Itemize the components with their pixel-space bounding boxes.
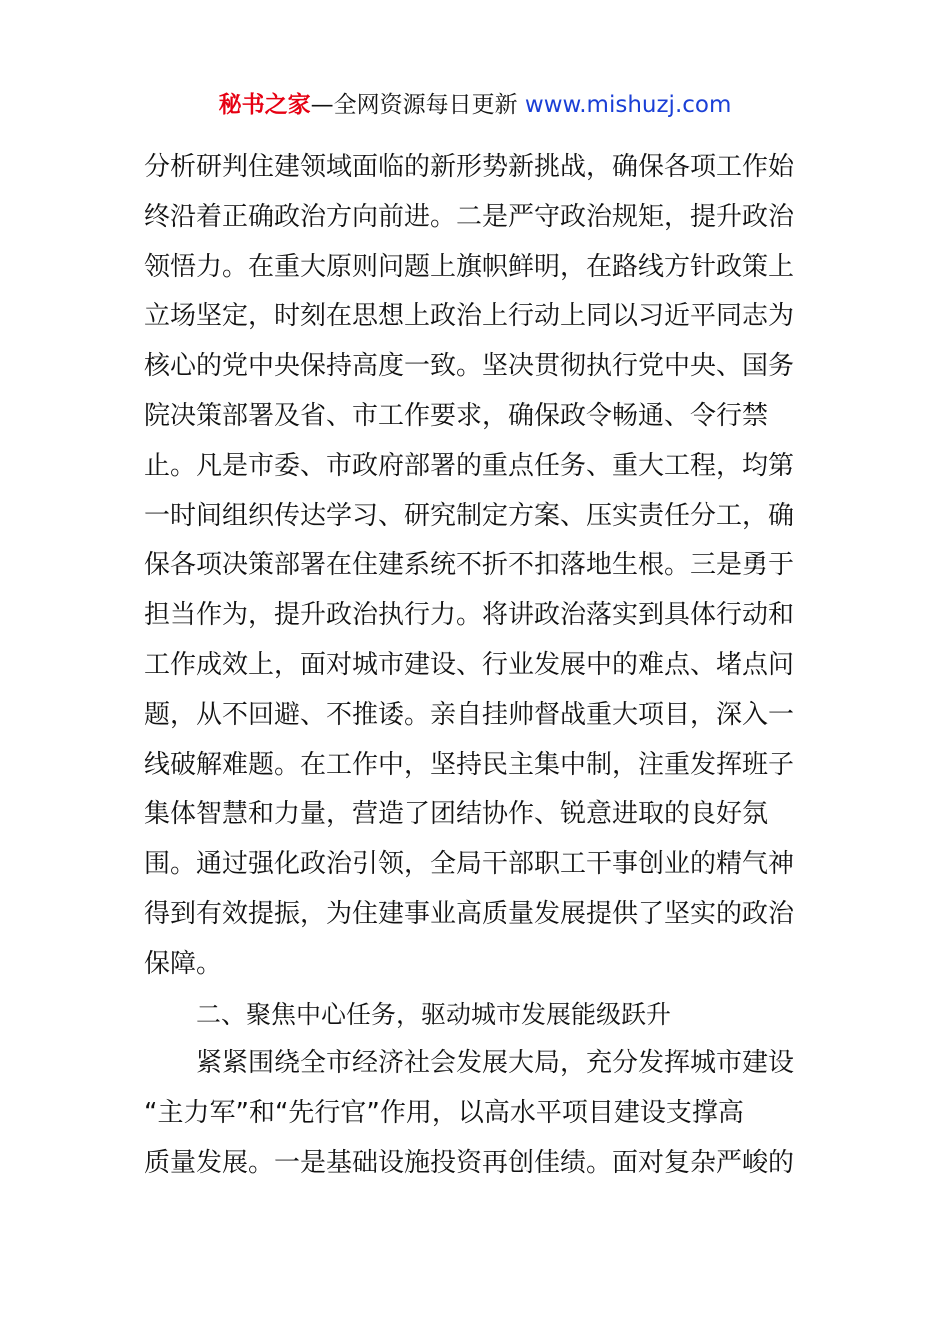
text-line: 保障。 — [144, 948, 223, 979]
text-line: 终沿着正确政治方向前进。二是严守政治规矩，提升政治 — [144, 201, 795, 232]
paragraph-start-line: 紧紧围绕全市经济社会发展大局，充分发挥城市建设 — [196, 1048, 795, 1079]
text-line: 立场坚定，时刻在思想上政治上行动上同以习近平同志为 — [144, 301, 795, 332]
text-line: 领悟力。在重大原则问题上旗帜鲜明，在路线方针政策上 — [144, 251, 795, 282]
text-line: 一时间组织传达学习、研究制定方案、压实责任分工，确 — [144, 500, 795, 531]
document-body — [144, 143, 814, 1189]
site-url[interactable]: www.mishuzj.com — [524, 92, 732, 118]
watermark-header — [0, 88, 950, 122]
section-heading: 二、聚焦中心任务，驱动城市发展能级跃升 — [196, 999, 672, 1029]
text-line: 得到有效提振，为住建事业高质量发展提供了坚实的政治 — [144, 898, 795, 929]
text-line: 核心的党中央保持高度一致。坚决贯彻执行党中央、国务 — [144, 351, 795, 382]
text-line: 止。凡是市委、市政府部署的重点任务、重大工程，均第 — [144, 450, 795, 481]
text-line: 担当作为，提升政治执行力。将讲政治落实到具体行动和 — [144, 600, 795, 631]
text-line: 题，从不回避、不推诿。亲自挂帅督战重大项目，深入一 — [144, 699, 795, 730]
text-line: 工作成效上，面对城市建设、行业发展中的难点、堵点问 — [144, 649, 795, 680]
text-line: 围。通过强化政治引领，全局干部职工干事创业的精气神 — [144, 849, 795, 880]
text-line: 线破解难题。在工作中，坚持民主集中制，注重发挥班子 — [144, 749, 795, 780]
brand-name: 秘书之家 — [218, 92, 311, 118]
header-tagline: —全网资源每日更新 — [310, 92, 518, 118]
text-line: 集体智慧和力量，营造了团结协作、锐意进取的良好氛 — [144, 799, 769, 830]
text-line: 院决策部署及省、市工作要求，确保政令畅通、令行禁 — [144, 400, 769, 431]
text-line: 保各项决策部署在住建系统不折不扣落地生根。三是勇于 — [144, 550, 795, 581]
text-line: 分析研判住建领域面临的新形势新挑战，确保各项工作始 — [144, 152, 795, 182]
text-line: “主力军”和“先行官”作用，以高水平项目建设支撑高 — [144, 1098, 744, 1129]
text-line: 质量发展。一是基础设施投资再创佳绩。面对复杂严峻的 — [144, 1147, 795, 1178]
